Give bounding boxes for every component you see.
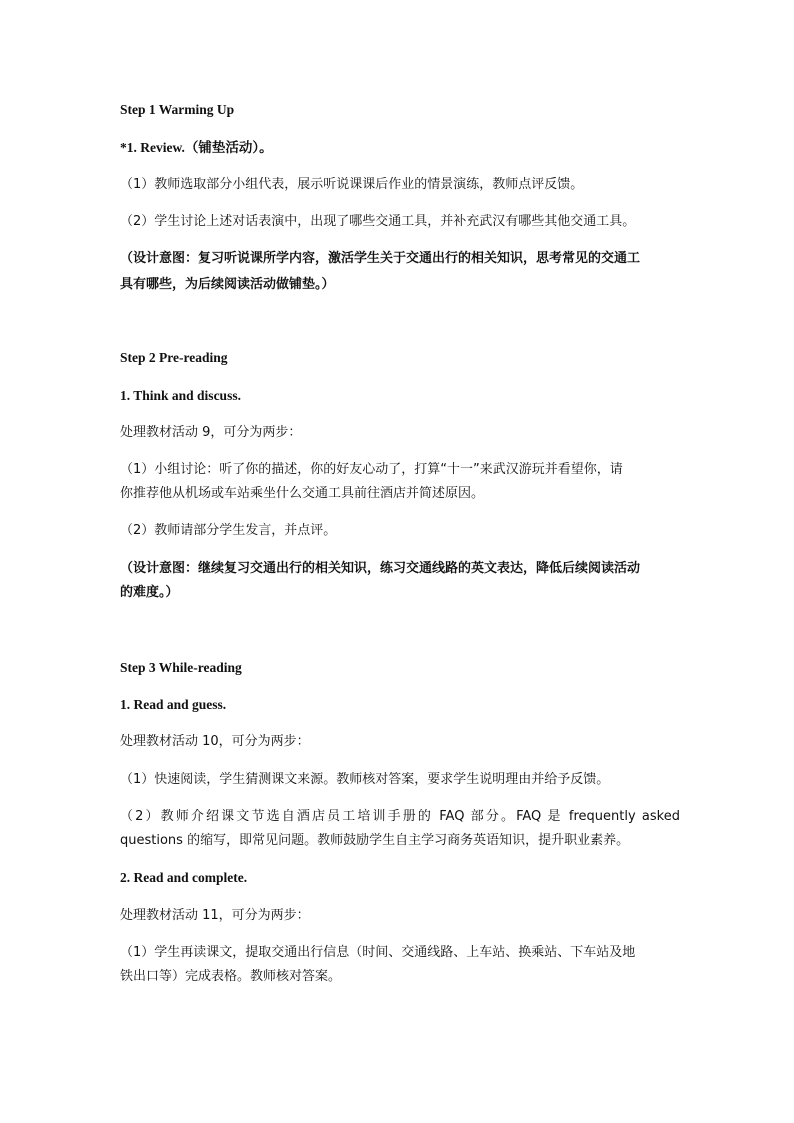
- step2-subheading-1: 1. Think and discuss.: [120, 388, 241, 403]
- step1-item-2: （2）学生讨论上述对话表演中，出现了哪些交通工具，并补充武汉有哪些其他交通工具。: [120, 214, 636, 229]
- step1-review-label: *1. Review.（铺垫活动）。: [120, 140, 273, 155]
- step2-design-intent-line-1: （设计意图：继续复习交通出行的相关知识，练习交通线路的英文表达，降低后续阅读活动: [120, 561, 641, 576]
- step3-item-1: （1）快速阅读，学生猜测课文来源。教师核对答案，要求学生说明理由并给予反馈。: [120, 772, 610, 787]
- step2-item-2: （2）教师请部分学生发言，并点评。: [120, 523, 337, 538]
- step3-item-3-line-2: 铁出口等）完成表格。教师核对答案。: [120, 969, 342, 984]
- step1-item-1: （1）教师选取部分小组代表，展示听说课课后作业的情景演练，教师点评反馈。: [120, 177, 584, 192]
- step1-heading: Step 1 Warming Up: [120, 102, 235, 117]
- step3-item-2-line-2: questions 的缩写，即常见问题。教师鼓励学生自主学习商务英语知识，提升职业素养。: [120, 833, 630, 848]
- step3-intro-1: 处理教材活动 10，可分为两步：: [120, 734, 310, 749]
- step2-intro: 处理教材活动 9，可分为两步：: [120, 425, 302, 440]
- step2-item-1-line-2: 你推荐他从机场或车站乘坐什么交通工具前往酒店并简述原因。: [120, 486, 485, 501]
- step1-design-intent-line-1: （设计意图：复习听说课所学内容，激活学生关于交通出行的相关知识，思考常见的交通工: [120, 251, 641, 266]
- step1-design-intent-line-2: 具有哪些，为后续阅读活动做铺垫。）: [120, 277, 335, 292]
- step3-item-2-line-1: （2）教师介绍课文节选自酒店员工培训手册的 FAQ 部分。FAQ 是 frequently asked: [120, 809, 680, 824]
- step3-intro-2: 处理教材活动 11，可分为两步：: [120, 908, 310, 923]
- step3-heading: Step 3 While-reading: [120, 660, 242, 675]
- step2-heading: Step 2 Pre-reading: [120, 350, 228, 365]
- step2-item-1-line-1: （1）小组讨论：听了你的描述，你的好友心动了，打算“十一”来武汉游玩并看望你，请: [120, 462, 623, 477]
- step3-item-3-line-1: （1）学生再读课文，提取交通出行信息（时间、交通线路、上车站、换乘站、下车站及地: [120, 945, 636, 960]
- step3-subheading-2: 2. Read and complete.: [120, 870, 248, 885]
- step2-design-intent-line-2: 的难度。）: [120, 585, 179, 600]
- step3-subheading-1: 1. Read and guess.: [120, 697, 227, 712]
